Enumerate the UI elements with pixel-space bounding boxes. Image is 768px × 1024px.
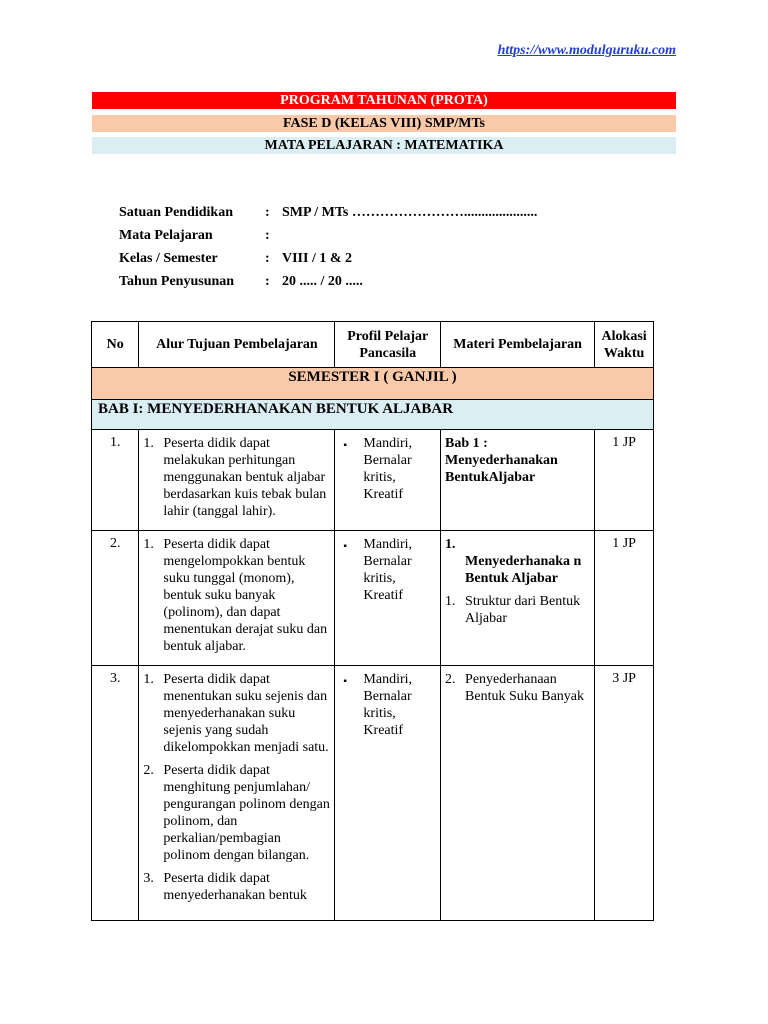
list-item <box>143 762 330 864</box>
materi-cell <box>441 666 595 921</box>
atp-cell <box>139 430 335 531</box>
info-separator: : <box>265 274 270 289</box>
list-text: Struktur dari Bentuk Aljabar <box>465 594 581 626</box>
bullet-icon: ▪ <box>343 541 347 552</box>
list-item <box>339 671 436 739</box>
list-number: 2. <box>143 763 154 778</box>
materi-cell <box>441 531 595 666</box>
info-key: Tahun Penyusunan <box>119 274 235 289</box>
list-number: 1. <box>445 594 456 609</box>
list-item <box>339 435 436 503</box>
atp-cell <box>139 531 335 666</box>
info-row <box>119 274 537 297</box>
atp-cell <box>139 666 335 921</box>
header-atp: Alur Tujuan Pembelajaran <box>139 322 335 368</box>
info-value: VIII / 1 & 2 <box>282 251 353 266</box>
bullet-icon: ▪ <box>343 676 347 687</box>
list-number <box>445 553 465 587</box>
info-row <box>119 205 537 228</box>
list-item <box>445 536 590 553</box>
list-item <box>143 536 330 655</box>
info-key: Satuan Pendidikan <box>119 205 233 220</box>
table-header-row <box>92 322 654 368</box>
info-separator: : <box>265 228 270 243</box>
table-row <box>92 430 654 531</box>
prota-table <box>91 321 654 921</box>
semester-label: SEMESTER I ( GANJIL ) <box>92 368 654 400</box>
semester-row <box>92 368 654 400</box>
header-profil: Profil Pelajar Pancasila <box>335 322 441 368</box>
profil-text: Mandiri, Bernalar kritis, Kreatif <box>363 537 413 603</box>
info-key: Mata Pelajaran <box>119 228 213 243</box>
info-row <box>119 228 537 251</box>
list-number: 1. <box>143 537 154 552</box>
row-number: 1. <box>92 430 139 531</box>
profil-text: Mandiri, Bernalar kritis, Kreatif <box>363 672 413 738</box>
alokasi-cell: 3 JP <box>595 666 654 921</box>
phase-banner: FASE D (KELAS VIII) SMP/MTs <box>92 115 676 132</box>
table-row <box>92 666 654 921</box>
table-row <box>92 531 654 666</box>
list-text: Peserta didik dapat melakukan perhitungan menggunakan bentuk aljabar berdasarkan kuis tebak bulan lahir (tanggal lahir). <box>163 436 327 519</box>
info-value: 20 ..... / 20 ..... <box>282 274 363 289</box>
alokasi-cell: 1 JP <box>595 531 654 666</box>
list-text: Peserta didik dapat menghitung penjumlahan/ pengurangan polinom dengan polinom, dan perkalian/pembagian polinom dengan bilangan. <box>163 763 330 863</box>
list-item <box>445 671 590 705</box>
list-text: Peserta didik dapat mengelompokkan bentuk suku tunggal (monom), bentuk suku banyak (polinom), dan dapat menentukan derajat suku dan bentuk aljabar. <box>163 537 328 654</box>
header-alokasi: Alokasi Waktu <box>595 322 654 368</box>
website-url-link[interactable]: https://www.modulguruku.com <box>497 43 676 58</box>
list-item <box>143 870 330 904</box>
info-separator: : <box>265 251 270 266</box>
materi-title: Bab 1 : Menyederhanakan BentukAljabar <box>445 436 558 485</box>
subject-banner: MATA PELAJARAN : MATEMATIKA <box>92 137 676 154</box>
list-number: 1. <box>143 436 154 451</box>
row-number: 2. <box>92 531 139 666</box>
bullet-icon: ▪ <box>343 440 347 451</box>
list-item <box>143 435 330 520</box>
info-value: SMP / MTs ……………………..................... <box>282 205 538 220</box>
info-value <box>282 228 537 251</box>
info-row <box>119 251 537 274</box>
profil-cell <box>335 531 441 666</box>
list-text <box>465 536 590 553</box>
list-item <box>445 593 590 627</box>
profil-cell <box>335 430 441 531</box>
chapter-label: BAB I: MENYEDERHANAKAN BENTUK ALJABAR <box>92 400 654 430</box>
list-number: 2. <box>445 672 456 687</box>
materi-cell <box>441 430 595 531</box>
info-key: Kelas / Semester <box>119 251 218 266</box>
header-no: No <box>92 322 139 368</box>
alokasi-cell: 1 JP <box>595 430 654 531</box>
list-item <box>143 671 330 756</box>
identity-info <box>119 205 537 297</box>
list-number: 3. <box>143 871 154 886</box>
header-materi: Materi Pembelajaran <box>441 322 595 368</box>
info-separator: : <box>265 205 270 220</box>
document-title: PROGRAM TAHUNAN (PROTA) <box>92 92 676 109</box>
list-item <box>445 553 590 587</box>
chapter-row <box>92 400 654 430</box>
profil-text: Mandiri, Bernalar kritis, Kreatif <box>363 436 413 502</box>
list-text: Menyederhanaka n Bentuk Aljabar <box>465 554 582 586</box>
list-text: Peserta didik dapat menyederhanakan bentuk <box>163 871 307 903</box>
list-item <box>339 536 436 604</box>
profil-cell <box>335 666 441 921</box>
list-text: Peserta didik dapat menentukan suku sejenis dan menyederhanakan suku sejenis yang sudah dikelompokkan menjadi satu. <box>163 672 329 755</box>
atp-list <box>143 671 330 916</box>
row-number: 3. <box>92 666 139 921</box>
list-number: 1. <box>143 672 154 687</box>
list-text: Penyederhanaan Bentuk Suku Banyak <box>465 672 585 704</box>
list-number: 1. <box>445 537 456 552</box>
